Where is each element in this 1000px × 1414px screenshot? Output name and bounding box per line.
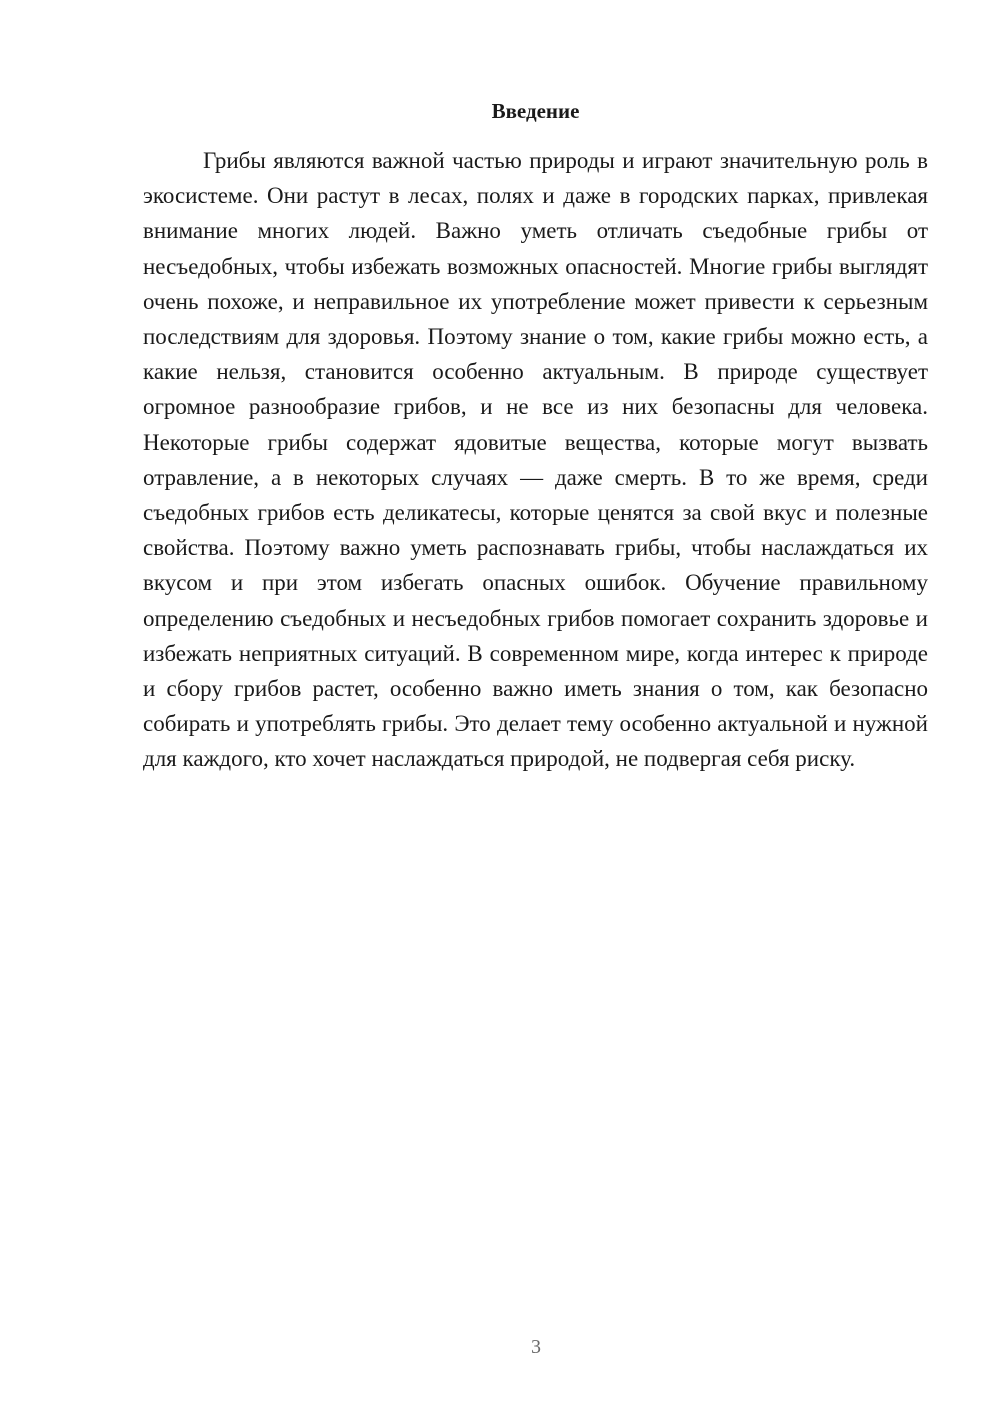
body-paragraph: Грибы являются важной частью природы и играют значительную роль в экосистеме. Они растут в лесах, полях и даже в городских парках, привлекая внимание многих людей. Важно уметь отличать съедобные грибы от несъедобных, чтобы избежать возможных опасностей. Многие грибы выглядят очень похоже, и неправильное их употребление может привести к серьезным последствиям для здоровья. Поэтому знание о том, какие грибы можно есть, а какие нельзя, становится особенно актуальным. В природе существует огромное разнообразие грибов, и не все из них безопасны для человека. Некоторые грибы содержат ядовитые вещества, которые могут вызвать отравление, а в некоторых случаях — даже смерть. В то же время, среди съедобных грибов есть деликатесы, которые ценятся за свой вкус и полезные свойства. Поэтому важно уметь распознавать грибы, чтобы наслаждаться их вкусом и при этом избегать опасных ошибок. Обучение правильному определению съедобных и несъедобных грибов помогает сохранить здоровье и избежать неприятных ситуаций. В современном мире, когда интерес к природе и сбору грибов растет, особенно важно иметь знания о том, как безопасно собирать и употреблять грибы. Это делает тему особенно актуальной и нужной для каждого, кто хочет наслаждаться природой, не подвергая себя риску. [143,148,928,772]
page-number: 3 [531,1336,541,1358]
section-heading: Введение [491,99,580,123]
